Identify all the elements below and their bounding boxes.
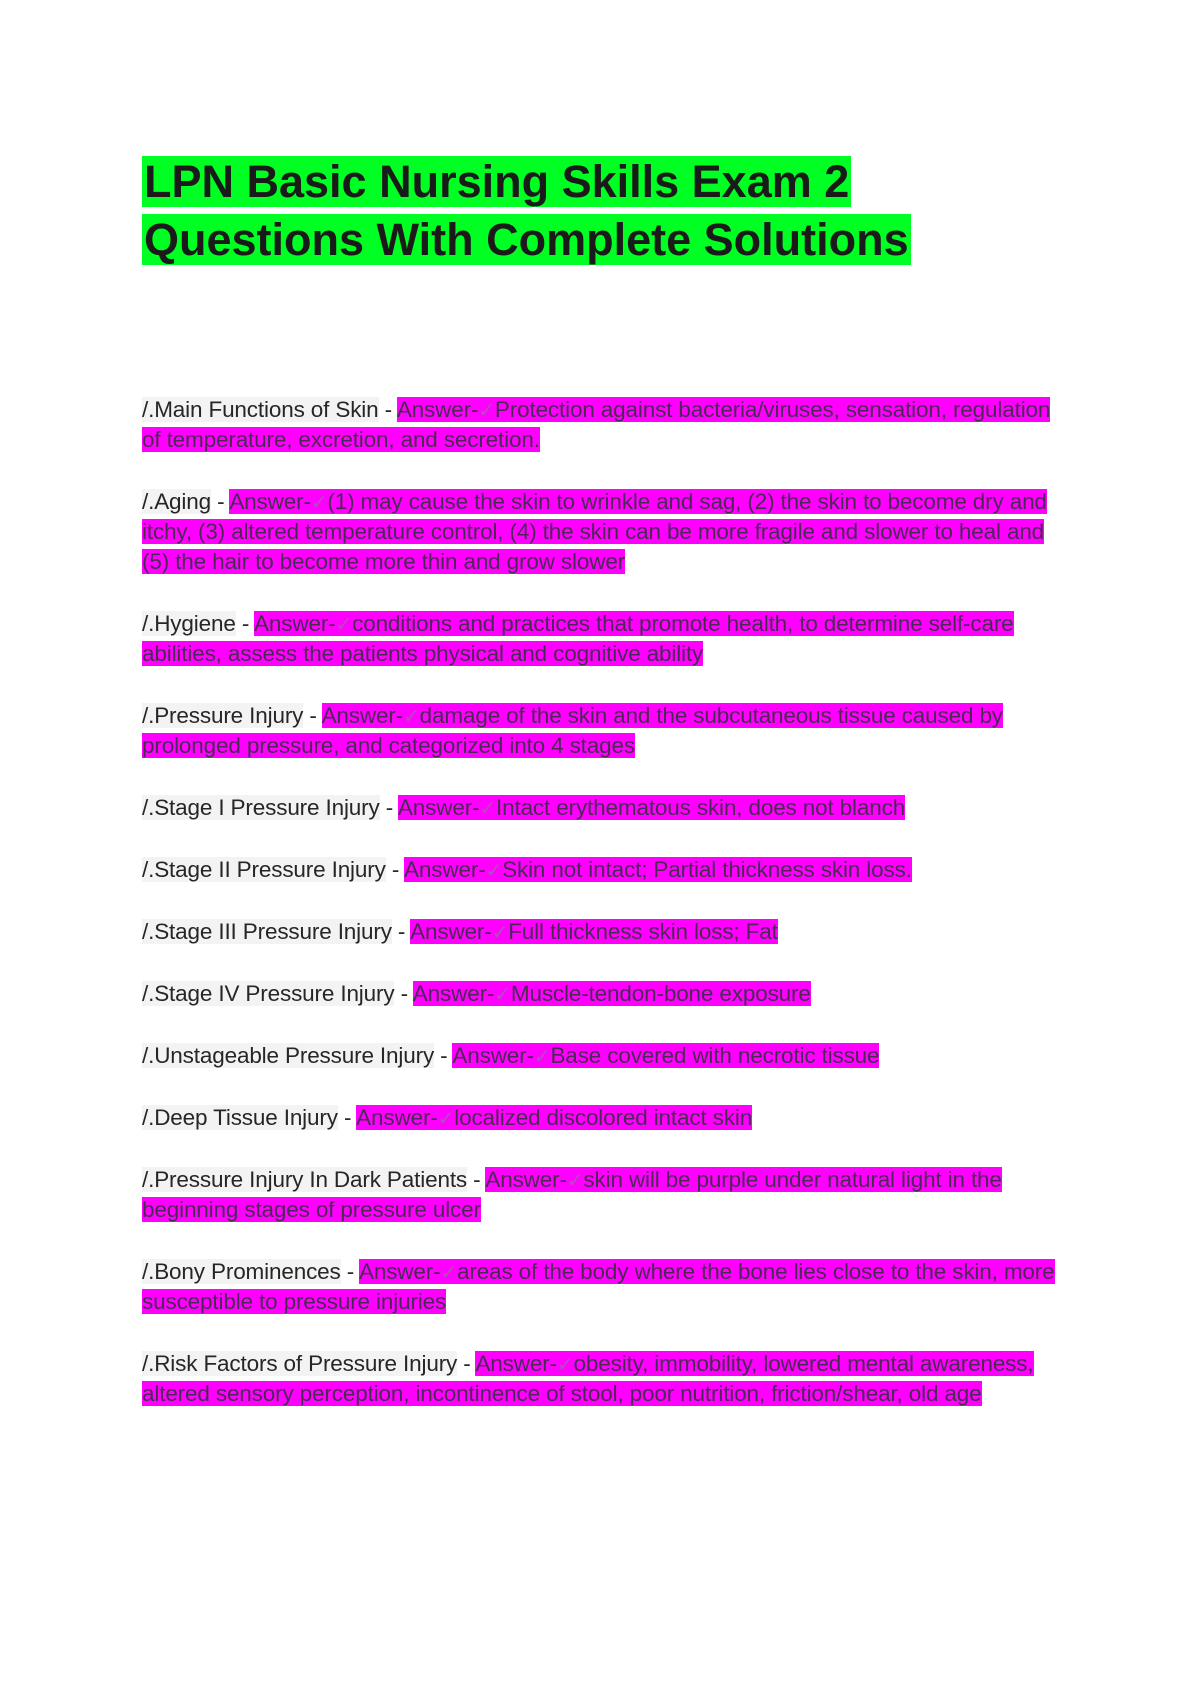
answer-prefix: Answer- [452, 1043, 534, 1068]
question-term: /.Aging [142, 489, 211, 514]
check-icon: ✓ [494, 982, 511, 1006]
check-icon: ✓ [485, 858, 503, 882]
list-item [142, 395, 1072, 455]
check-icon: ✓ [437, 1106, 455, 1130]
document-title [142, 153, 1062, 269]
answer-prefix: Answer- [485, 1167, 567, 1192]
list-item [142, 701, 1072, 761]
answer-text: Protection against bacteria/viruses, sensation, regulation of temperature, excretion, and secretion. [142, 397, 1051, 452]
check-icon: ✓ [566, 1168, 584, 1192]
answer-highlight [404, 857, 912, 882]
answer-prefix: Answer- [229, 489, 311, 514]
list-item [142, 979, 1072, 1009]
separator: - [379, 795, 398, 820]
answer-highlight [410, 919, 778, 944]
answer-prefix: Answer- [321, 703, 404, 728]
answer-text: localized discolored intact skin [454, 1105, 753, 1130]
title-line-2: Questions With Complete Solutions [144, 214, 909, 265]
check-icon: ✓ [491, 920, 509, 944]
answer-text: obesity, immobility, lowered mental awareness, altered sensory perception, incontinence of stool, poor nutrition, friction/shear, old age [142, 1351, 1034, 1406]
separator: - [457, 1351, 476, 1376]
separator: - [303, 703, 322, 728]
answer-text: (1) may cause the skin to wrinkle and sag, (2) the skin to become dry and itchy, (3) altered temperature control, (4) the skin can be more fragile and slower to heal and (5) the hair to become more thin and grow slower [142, 489, 1047, 574]
answer-prefix: Answer- [358, 1259, 441, 1284]
check-icon: ✓ [533, 1044, 551, 1068]
check-icon: ✓ [479, 796, 496, 820]
answer-text: Intact erythematous skin, does not blanch [496, 795, 906, 820]
question-term: /.Stage II Pressure Injury [142, 857, 386, 882]
answer-highlight [142, 611, 1014, 666]
check-icon: ✓ [310, 490, 328, 514]
answer-prefix: Answer- [475, 1351, 557, 1376]
question-term: /.Main Functions of Skin [142, 397, 379, 422]
separator: - [385, 857, 405, 882]
list-item [142, 1257, 1072, 1317]
answer-highlight [356, 1105, 752, 1130]
separator: - [391, 919, 411, 944]
answer-text: Skin not intact; Partial thickness skin loss. [502, 857, 912, 882]
answer-prefix: Answer- [396, 397, 479, 422]
separator: - [340, 1259, 359, 1284]
answer-prefix: Answer- [397, 795, 480, 820]
title-line-1: LPN Basic Nursing Skills Exam 2 [144, 156, 850, 207]
question-term: /.Pressure Injury In Dark Patients [142, 1167, 468, 1192]
answer-text: Muscle-tendon-bone exposure [510, 981, 811, 1006]
answer-highlight [398, 795, 905, 820]
question-term: /.Stage I Pressure Injury [142, 795, 380, 820]
question-term: /.Deep Tissue Injury [142, 1105, 338, 1130]
list-item [142, 1349, 1072, 1409]
question-term: /.Stage IV Pressure Injury [142, 981, 395, 1006]
question-term: /.Unstageable Pressure Injury [142, 1043, 435, 1068]
separator: - [337, 1105, 357, 1130]
list-item [142, 1103, 1072, 1133]
separator: - [235, 611, 255, 636]
answer-prefix: Answer- [412, 981, 495, 1006]
separator: - [467, 1167, 486, 1192]
question-term: /.Risk Factors of Pressure Injury [142, 1351, 458, 1376]
answer-highlight [452, 1043, 879, 1068]
question-term: /.Stage III Pressure Injury [142, 919, 392, 944]
answer-prefix: Answer- [410, 919, 492, 944]
separator: - [378, 397, 397, 422]
check-icon: ✓ [478, 398, 495, 422]
list-item [142, 487, 1072, 577]
answer-highlight [142, 489, 1047, 574]
question-answer-list [142, 395, 1072, 1441]
answer-prefix: Answer- [404, 857, 486, 882]
list-item [142, 1041, 1072, 1071]
check-icon: ✓ [440, 1260, 458, 1284]
answer-text: conditions and practices that promote health, to determine self-care abilities, assess the patients physical and cognitive ability [142, 611, 1014, 666]
list-item [142, 1165, 1072, 1225]
answer-text: Base covered with necrotic tissue [550, 1043, 880, 1068]
answer-prefix: Answer- [356, 1105, 438, 1130]
answer-text: Full thickness skin loss; Fat [508, 919, 778, 944]
list-item [142, 855, 1072, 885]
answer-prefix: Answer- [254, 611, 336, 636]
list-item [142, 793, 1072, 823]
answer-text: skin will be purple under natural light in the beginning stages of pressure ulcer [142, 1167, 1002, 1222]
check-icon: ✓ [556, 1352, 574, 1376]
answer-text: areas of the body where the bone lies close to the skin, more susceptible to pressure injuries [142, 1259, 1055, 1314]
question-term: /.Pressure Injury [142, 703, 304, 728]
check-icon: ✓ [335, 612, 353, 636]
list-item [142, 917, 1072, 947]
answer-text: damage of the skin and the subcutaneous tissue caused by prolonged pressure, and categorized into 4 stages [142, 703, 1003, 758]
check-icon: ✓ [403, 704, 420, 728]
answer-highlight [413, 981, 811, 1006]
separator: - [211, 489, 230, 514]
separator: - [434, 1043, 453, 1068]
question-term: /.Hygiene [142, 611, 236, 636]
question-term: /.Bony Prominences [142, 1259, 341, 1284]
list-item [142, 609, 1072, 669]
separator: - [394, 981, 413, 1006]
